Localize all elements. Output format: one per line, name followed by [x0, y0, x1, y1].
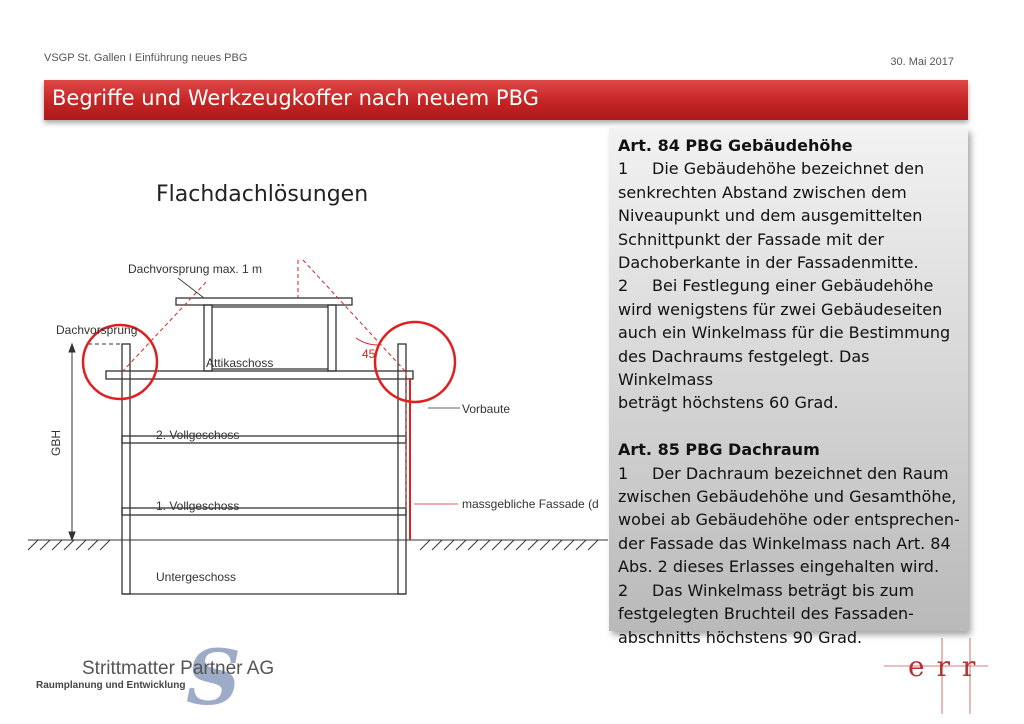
- header-date: 30. Mai 2017: [890, 56, 954, 68]
- header-presentation-title: VSGP St. Gallen I Einführung neues PBG: [44, 52, 248, 64]
- label-massgebliche-fassade: massgebliche Fassade (d: [462, 497, 599, 511]
- construction-lines: [88, 260, 406, 540]
- art84-para1-line5: Dachoberkante in der Fassadenmitte.: [618, 253, 919, 273]
- err-logo: [880, 636, 990, 716]
- art84-title: Art. 84 PBG Gebäudehöhe: [618, 136, 853, 155]
- art85-para2-line2: festgelegten Bruchteil des Fassaden-: [618, 604, 914, 624]
- err-logo-text: err: [908, 650, 988, 683]
- svg-text:S: S: [186, 636, 241, 716]
- art85-para2-text1: Das Winkelmass beträgt bis zum: [652, 580, 915, 600]
- art84-para2-number: 2: [618, 276, 629, 296]
- leader-lines: [178, 278, 460, 504]
- art84-para2-line1: [618, 274, 960, 297]
- art84-para1-line4: Schnittpunkt der Fassade mit der: [618, 229, 885, 249]
- art85-para1-line2: zwischen Gebäudehöhe und Gesamthöhe,: [618, 487, 957, 507]
- art84-para1-number: 1: [618, 159, 629, 179]
- slide-title-bar: [44, 80, 968, 120]
- law-text-box: [609, 128, 968, 647]
- label-vollgeschoss-1: 1. Vollgeschoss: [156, 499, 240, 513]
- slide-title: Begriffe und Werkzeugkoffer nach neuem PBG: [52, 86, 539, 110]
- art85-title: Art. 85 PBG Dachraum: [618, 440, 820, 460]
- art85-para2-line1: [618, 579, 960, 602]
- art84-para2-line3: auch ein Winkelmass für die Bestimmung: [618, 323, 951, 343]
- art85-para1-line5: Abs. 2 dieses Erlasses eingehalten wird.: [618, 557, 940, 577]
- art84-para2-line5: beträgt höchstens 60 Grad.: [618, 393, 839, 413]
- art85-para1-line3: wobei ab Gebäudehöhe oder entsprechen-: [618, 510, 960, 530]
- label-attikaschoss: Attikaschoss: [206, 356, 274, 370]
- art84-para1-line1: [618, 157, 960, 180]
- art85-para1-line1: [618, 462, 960, 485]
- paragraph-gap: [618, 415, 960, 438]
- art85-para1-number: 1: [618, 463, 629, 483]
- diagram-subtitle: Flachdachlösungen: [156, 182, 369, 207]
- highlight-circle-right: [375, 322, 455, 402]
- label-gbh: GBH: [49, 429, 63, 456]
- art85-para2-line3: abschnitts höchstens 90 Grad.: [618, 627, 863, 647]
- art84-para2-line4: des Dachraums festgelegt. Das Winkelmass: [618, 346, 870, 390]
- art85-para2-number: 2: [618, 580, 629, 600]
- label-angle: 45: [362, 347, 376, 361]
- label-vorbaute: Vorbaute: [462, 402, 511, 416]
- art85-para1-text1: Der Dachraum bezeichnet den Raum: [652, 463, 949, 483]
- ground-hatching: [28, 540, 608, 550]
- art84-para1-text1: Die Gebäudehöhe bezeichnet den: [652, 159, 925, 179]
- company-subtitle: Raumplanung und Entwicklung: [36, 680, 186, 691]
- angle-arc: [356, 338, 378, 345]
- gbh-dimension: [69, 344, 75, 540]
- art84-para2-line2: wird wenigstens für zwei Gebäudeseiten: [618, 299, 943, 319]
- building-section-diagram: [28, 250, 608, 600]
- art84-para1-line3: Niveaupunkt und dem ausgemittelten: [618, 206, 923, 226]
- label-vollgeschoss-2: 2. Vollgeschoss: [156, 428, 240, 442]
- art84-para2-text1: Bei Festlegung einer Gebäudehöhe: [652, 276, 934, 296]
- label-dachvorsprung-max: Dachvorsprung max. 1 m: [128, 262, 263, 276]
- art84-para1-line2: senkrechten Abstand zwischen dem: [618, 182, 907, 202]
- strittmatter-logo: [36, 636, 296, 716]
- art85-para1-line4: der Fassade das Winkelmass nach Art. 84: [618, 533, 951, 553]
- label-untergeschoss: Untergeschoss: [156, 570, 237, 584]
- label-dachvorsprung: Dachvorsprung: [56, 323, 138, 337]
- company-name: Strittmatter Partner AG: [82, 658, 275, 679]
